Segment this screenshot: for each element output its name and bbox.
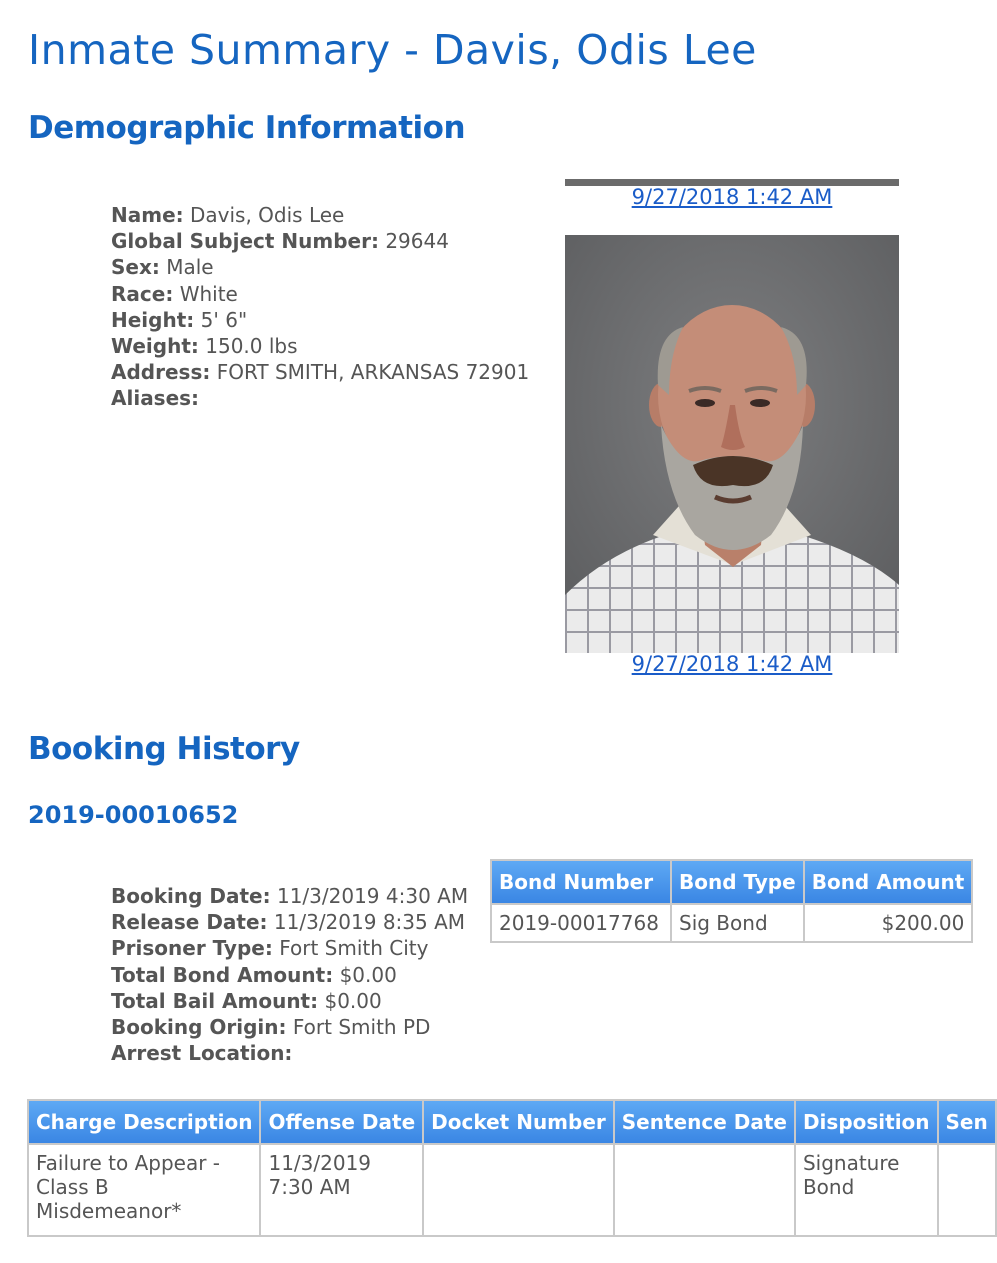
sentence-header[interactable]: Sen xyxy=(938,1100,996,1144)
disposition-header[interactable]: Disposition xyxy=(795,1100,938,1144)
bond-table xyxy=(490,859,973,943)
charges-table-header-row xyxy=(28,1100,996,1144)
sentence-date-cell xyxy=(614,1144,795,1236)
bond-amount-cell: $200.00 xyxy=(804,904,973,942)
photo-date-link-1[interactable]: 9/27/2018 1:42 AM xyxy=(631,185,833,209)
field-sex: Sex: Male xyxy=(111,255,214,280)
field-booking-origin: Booking Origin: Fort Smith PD xyxy=(111,1015,431,1040)
field-address: Address: FORT SMITH, ARKANSAS 72901 xyxy=(111,360,530,385)
demographic-info xyxy=(111,202,529,412)
field-booking-date: Booking Date: 11/3/2019 4:30 AM xyxy=(111,884,469,908)
field-height: Height: 5' 6" xyxy=(111,307,248,332)
sentence-date-header[interactable]: Sentence Date xyxy=(614,1100,795,1144)
table-row xyxy=(28,1144,996,1236)
field-aliases: Aliases: xyxy=(111,386,200,411)
field-weight: Weight: 150.0 lbs xyxy=(111,334,298,359)
mugshot-photo[interactable] xyxy=(565,235,899,653)
photo-date-link-2[interactable]: 9/27/2018 1:42 AM xyxy=(631,652,833,676)
bond-type-header[interactable]: Bond Type xyxy=(671,860,804,904)
bond-type-cell: Sig Bond xyxy=(671,904,804,942)
offense-date-cell: 11/3/2019 7:30 AM xyxy=(260,1144,423,1236)
charge-description-header[interactable]: Charge Description xyxy=(28,1100,260,1144)
booking-number: 2019-00010652 xyxy=(28,801,239,829)
charge-description-cell: Failure to Appear - Class B Misdemeanor* xyxy=(28,1144,260,1236)
field-arrest-location: Arrest Location: xyxy=(111,1041,293,1066)
docket-number-header[interactable]: Docket Number xyxy=(423,1100,614,1144)
field-total-bail-amount: Total Bail Amount: $0.00 xyxy=(111,988,382,1013)
charges-table xyxy=(27,1099,997,1237)
bond-number-header[interactable]: Bond Number xyxy=(491,860,671,904)
bond-amount-header[interactable]: Bond Amount xyxy=(804,860,973,904)
offense-date-header[interactable]: Offense Date xyxy=(260,1100,423,1144)
booking-history-heading: Booking History xyxy=(28,731,300,767)
sentence-cell xyxy=(938,1144,996,1236)
docket-number-cell xyxy=(423,1144,614,1236)
field-global-subject-number: Global Subject Number: 29644 xyxy=(111,229,449,254)
field-prisoner-type: Prisoner Type: Fort Smith City xyxy=(111,936,429,961)
disposition-cell: Signature Bond xyxy=(795,1144,938,1236)
field-name: Name: Davis, Odis Lee xyxy=(111,203,345,227)
page-title: Inmate Summary - Davis, Odis Lee xyxy=(28,26,757,74)
mugshot-illustration xyxy=(565,235,899,653)
table-row xyxy=(491,904,972,942)
bond-table-header-row xyxy=(491,860,972,904)
bond-number-cell: 2019-00017768 xyxy=(491,904,671,942)
field-total-bond-amount: Total Bond Amount: $0.00 xyxy=(111,962,397,987)
booking-info xyxy=(111,883,468,1066)
field-race: Race: White xyxy=(111,281,238,306)
demographic-heading: Demographic Information xyxy=(28,110,466,146)
field-release-date: Release Date: 11/3/2019 8:35 AM xyxy=(111,910,466,935)
